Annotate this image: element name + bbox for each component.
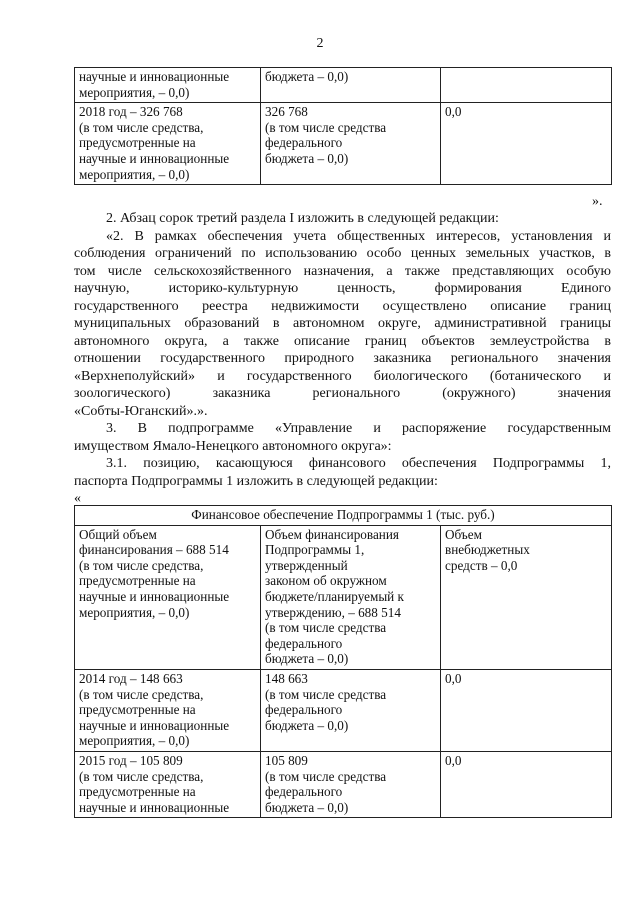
body-text-line: зоологического) заказника регионального (окружного) значения [74, 386, 611, 401]
table-row [75, 525, 612, 669]
table-cell-c2 [261, 525, 441, 669]
cell-text-line: научные и инновационные [79, 150, 230, 166]
table-row [75, 669, 612, 751]
cell-text-line: предусмотренные на [79, 135, 196, 151]
body-text-line: государственного реестра недвижимости осуществлено описание границ [74, 298, 611, 314]
body-text-line: имуществом Ямало-Ненецкого автономного округа»: [74, 438, 392, 454]
body-text-line: 2. Абзац сорок третий раздела I изложить в следующей редакции: [106, 211, 499, 226]
cell-text-line: предусмотренные на [79, 702, 196, 718]
cell-text-line: бюджета – 0,0) [265, 717, 349, 733]
cell-text-line: (в том числе средства [265, 768, 387, 784]
cell-text-line: Подпрограммы 1, [265, 542, 365, 558]
funding-table-subprogram-1 [74, 505, 612, 818]
table-cell-c3 [441, 68, 612, 103]
body-text-line: том числе сельскохозяйственного назначения, а также представляющих особую [74, 263, 611, 279]
cell-text-line: (в том числе средства, [79, 119, 204, 135]
table-cell-c2 [261, 669, 441, 751]
body-text-line: паспорта Подпрограммы 1 изложить в следующей редакции: [74, 473, 438, 489]
cell-text-line: предусмотренные на [79, 784, 196, 800]
cell-text-line: (в том числе средства [265, 119, 387, 135]
table-cell-c1 [75, 525, 261, 669]
cell-text-line: бюджете/планируемый к [265, 588, 404, 604]
cell-text-line: 2018 год – 326 768 [79, 104, 183, 120]
cell-text-line: Объем финансирования [265, 526, 399, 542]
cell-text-line: 105 809 [265, 752, 308, 768]
table-row [75, 751, 612, 817]
cell-text-line: 2015 год – 105 809 [79, 752, 183, 768]
table-cell-c1 [75, 103, 261, 185]
cell-text-line: законом об окружном [265, 573, 387, 589]
cell-text-line: научные и инновационные [79, 799, 230, 815]
table-cell-c2 [261, 103, 441, 185]
table-cell-c2 [261, 751, 441, 817]
cell-text-line: мероприятия, – 0,0) [79, 604, 190, 620]
cell-text-line [445, 69, 607, 85]
cell-text-line: научные и инновационные [79, 588, 230, 604]
cell-text-line: бюджета – 0,0) [265, 150, 349, 166]
body-text-line: «Верхнеполуйский» и государственного биологического (ботанического и [74, 368, 611, 384]
table-cell-c1 [75, 68, 261, 103]
cell-text-line: 148 663 [265, 670, 308, 686]
table-cell-c3 [441, 669, 612, 751]
body-text-line: 3. В подпрограмме «Управление и распоряжение государственным [106, 421, 611, 436]
table-caption: Финансовое обеспечение Подпрограммы 1 (тыс. руб.) [75, 506, 612, 526]
funding-table-continued [74, 67, 612, 185]
body-text-line: «Собты-Юганский».». [74, 403, 208, 419]
cell-text-line: федерального [265, 702, 343, 718]
cell-text-line: 0,0 [445, 670, 462, 686]
cell-text-line: научные и инновационные [79, 717, 230, 733]
cell-text-line: 326 768 [265, 104, 308, 120]
document-body-text [74, 210, 611, 508]
cell-text-line: мероприятия, – 0,0) [79, 733, 190, 749]
cell-text-line: утвержденный [265, 557, 348, 573]
cell-text-line: мероприятия, – 0,0) [79, 166, 190, 182]
cell-text-line: (в том числе средства [265, 686, 387, 702]
body-text-line: муниципальных образований в автономном округе, административной границы [74, 316, 611, 331]
cell-text-line: внебюджетных [445, 542, 530, 558]
body-text-line: « [74, 491, 81, 506]
cell-text-line: научные и инновационные [79, 69, 230, 84]
cell-text-line: федерального [265, 635, 343, 651]
cell-text-line: бюджета – 0,0) [265, 69, 349, 84]
cell-text-line: утверждению, – 688 514 [265, 604, 401, 620]
cell-text-line: средств – 0,0 [445, 557, 518, 573]
table-cell-c1 [75, 669, 261, 751]
cell-text-line: федерального [265, 784, 343, 800]
table-cell-c1 [75, 751, 261, 817]
cell-text-line: бюджета – 0,0) [265, 651, 349, 667]
table-cell-c3 [441, 103, 612, 185]
body-text-line: научную, историко-культурную ценность, формирования Единого [74, 281, 611, 296]
cell-text-line: бюджета – 0,0) [265, 799, 349, 815]
cell-text-line: 2014 год – 148 663 [79, 670, 183, 686]
cell-text-line: (в том числе средства, [79, 557, 204, 573]
cell-text-line: Объем [445, 526, 482, 542]
table-row [75, 103, 612, 185]
closing-quote: ». [592, 194, 603, 209]
cell-text-line: мероприятия, – 0,0) [79, 84, 190, 100]
table-cell-c3 [441, 751, 612, 817]
cell-text-line: (в том числе средства [265, 620, 387, 636]
body-text-line: отношении государственного природного заказника регионального значения [74, 351, 611, 366]
cell-text-line: предусмотренные на [79, 573, 196, 589]
body-text-line: «2. В рамках обеспечения учета общественных интересов, установления и [106, 228, 611, 244]
table-caption-row [75, 506, 612, 526]
body-text-line: 3.1. позицию, касающуюся финансового обеспечения Подпрограммы 1, [106, 456, 611, 471]
page-number: 2 [316, 36, 324, 51]
body-text-line: автономного округа, а также описание границ объектов землеустройства в [74, 333, 611, 349]
table-cell-c2 [261, 68, 441, 103]
cell-text-line: (в том числе средства, [79, 768, 204, 784]
cell-text-line: федерального [265, 135, 343, 151]
body-text-line: соблюдения ограничений по использованию особо ценных земельных участков, в [74, 246, 611, 261]
cell-text-line: Общий объем [79, 526, 157, 542]
cell-text-line: (в том числе средства, [79, 686, 204, 702]
cell-text-line: 0,0 [445, 752, 462, 768]
table-cell-c3 [441, 525, 612, 669]
cell-text-line: 0,0 [445, 104, 462, 120]
table-row [75, 68, 612, 103]
cell-text-line: финансирования – 688 514 [79, 542, 229, 558]
